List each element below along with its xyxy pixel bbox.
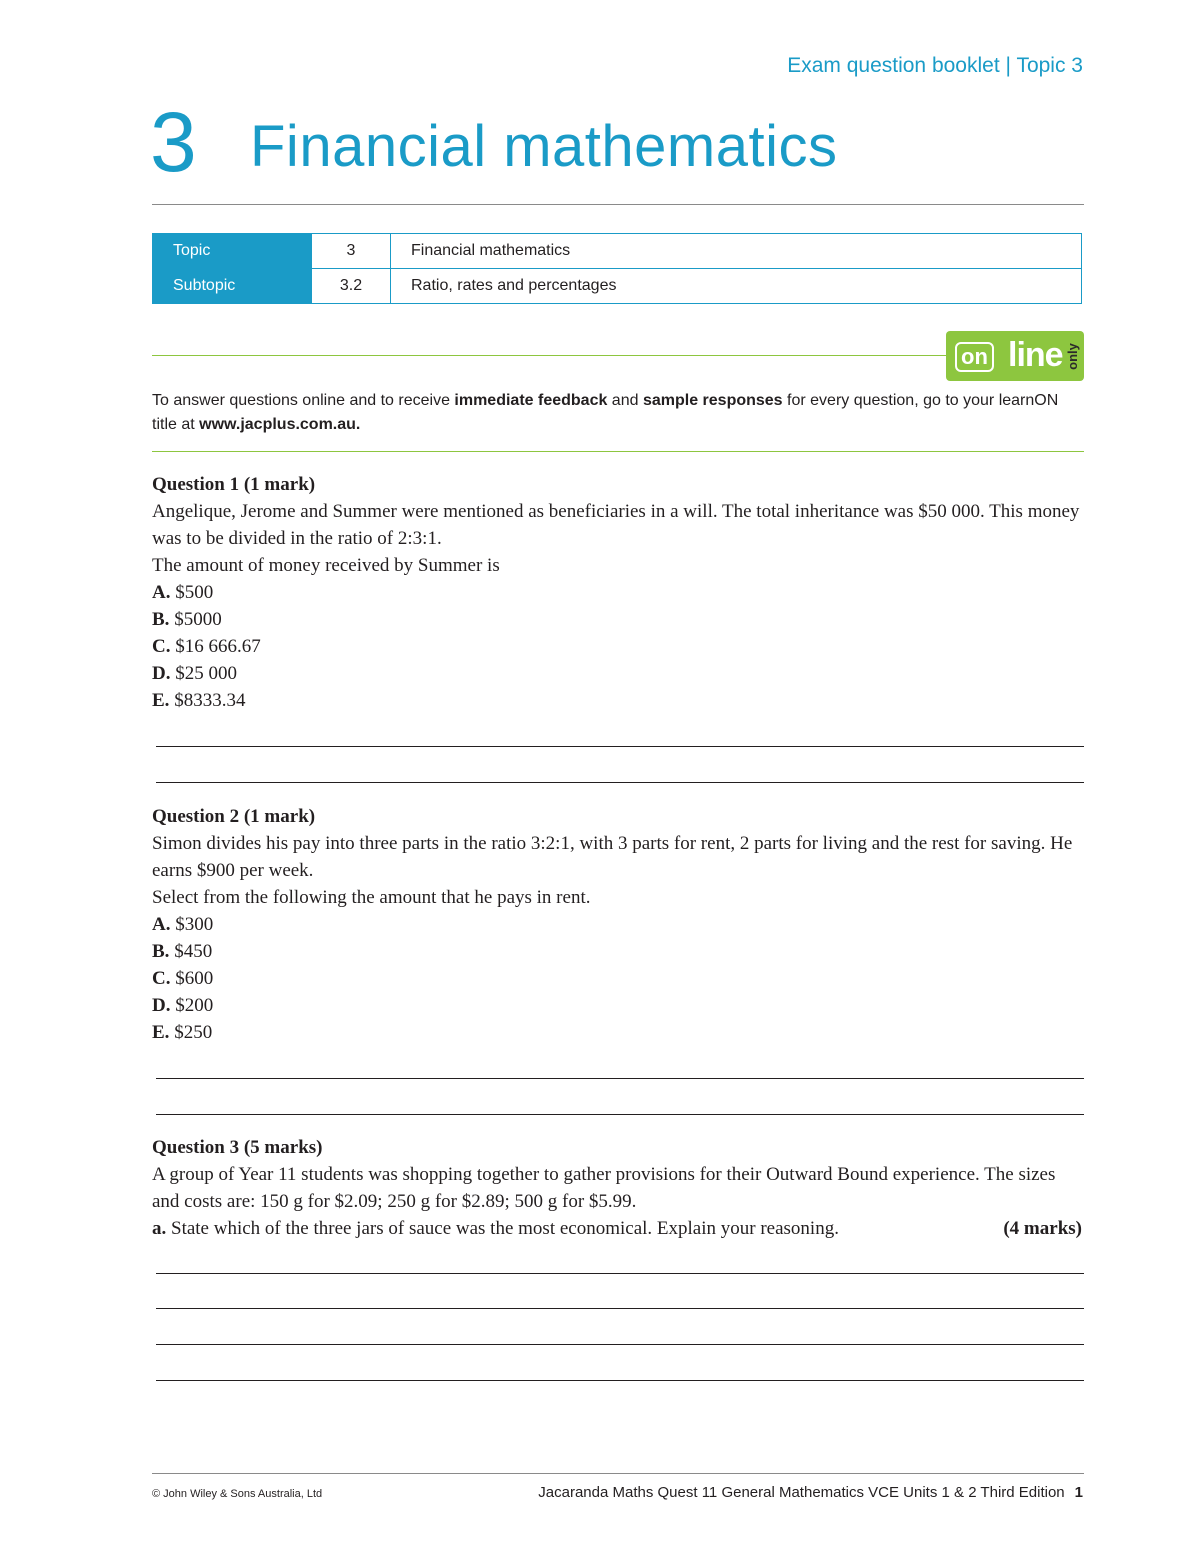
question-prompt: Select from the following the amount that he pays in rent. xyxy=(152,887,591,908)
question-title xyxy=(152,1137,1082,1159)
option-d[interactable]: D. $200 xyxy=(152,995,214,1016)
intro-text: To answer questions online and to receive xyxy=(152,392,455,409)
answer-line[interactable] xyxy=(156,746,1084,747)
chapter-number: 3 xyxy=(150,95,197,189)
question-1 xyxy=(152,474,1082,714)
footer-divider xyxy=(152,1473,1084,1474)
title-divider xyxy=(152,204,1084,205)
option-e[interactable]: E. $8333.34 xyxy=(152,690,246,711)
intro-divider xyxy=(152,451,1084,452)
part-a-letter: a. xyxy=(152,1218,167,1239)
footer-copyright: © John Wiley & Sons Australia, Ltd xyxy=(152,1488,323,1500)
intro-text: for every question, go to your learnON title at xyxy=(152,392,1059,433)
book-title: Jacaranda Maths Quest 11 General Mathematics VCE Units 1 & 2 Third Edition xyxy=(538,1484,1065,1501)
option-c[interactable]: C. $16 666.67 xyxy=(152,636,261,657)
answer-line[interactable] xyxy=(156,1308,1084,1309)
intro-paragraph xyxy=(152,389,1082,437)
option-e[interactable]: E. $250 xyxy=(152,1022,213,1043)
question-marks: (5 marks) xyxy=(243,1137,323,1158)
question-stem: Simon divides his pay into three parts in the ratio 3:2:1, with 3 parts for rent, 2 parts for living and the rest for saving. He earns $900 per week. xyxy=(152,833,1073,881)
part-a-marks: (4 marks) xyxy=(1003,1218,1082,1239)
online-divider xyxy=(152,355,948,356)
question-marks: (1 mark) xyxy=(243,474,316,495)
question-title xyxy=(152,474,1082,496)
option-b[interactable]: B. $5000 xyxy=(152,609,222,630)
topic-number-cell: 3 xyxy=(312,234,391,269)
intro-text: and xyxy=(607,392,643,409)
chapter-title: Financial mathematics xyxy=(250,114,838,179)
online-only-logo xyxy=(946,331,1084,381)
part-a xyxy=(152,1215,1082,1242)
table-row xyxy=(153,234,1082,269)
subtopic-name-cell: Ratio, rates and percentages xyxy=(391,269,1082,304)
online-logo-only: only xyxy=(1065,343,1081,370)
question-stem: A group of Year 11 students was shopping together to gather provisions for their Outward Bound experience. The sizes and costs are: 150 g for $2.09; 250 g for $2.89; 500 g for $5.99. xyxy=(152,1164,1056,1212)
question-number: Question 2 xyxy=(152,806,240,827)
option-b[interactable]: B. $450 xyxy=(152,941,213,962)
answer-line[interactable] xyxy=(156,1114,1084,1115)
part-a-text: State which of the three jars of sauce was the most economical. Explain your reasoning. xyxy=(171,1218,839,1239)
online-logo-on: on xyxy=(955,342,994,372)
question-title xyxy=(152,806,1082,828)
question-marks: (1 mark) xyxy=(243,806,316,827)
topic-label-cell: Topic xyxy=(153,234,312,269)
option-a[interactable]: A. $300 xyxy=(152,914,214,935)
jacplus-link[interactable]: www.jacplus.com.au. xyxy=(199,416,361,433)
topic-name-cell: Financial mathematics xyxy=(391,234,1082,269)
page-number: 1 xyxy=(1074,1484,1083,1501)
answer-line[interactable] xyxy=(156,1344,1084,1345)
intro-bold-feedback: immediate feedback xyxy=(454,392,608,409)
intro-bold-responses: sample responses xyxy=(642,392,783,409)
answer-line[interactable] xyxy=(156,1273,1084,1274)
question-number: Question 3 xyxy=(152,1137,240,1158)
question-stem: Angelique, Jerome and Summer were mentioned as beneficiaries in a will. The total inheritance was $50 000. This money was to be divided in the ratio of 2:3:1. xyxy=(152,501,1080,549)
booklet-header xyxy=(787,54,1083,78)
table-row xyxy=(153,269,1082,304)
subtopic-number-cell: 3.2 xyxy=(312,269,391,304)
answer-line[interactable] xyxy=(156,1078,1084,1079)
question-2 xyxy=(152,806,1082,1046)
answer-line[interactable] xyxy=(156,782,1084,783)
header-separator: | xyxy=(1005,54,1011,77)
question-number: Question 1 xyxy=(152,474,240,495)
option-a[interactable]: A. $500 xyxy=(152,582,214,603)
option-c[interactable]: C. $600 xyxy=(152,968,214,989)
question-3 xyxy=(152,1137,1082,1242)
topic-table xyxy=(152,233,1082,304)
option-d[interactable]: D. $25 000 xyxy=(152,663,237,684)
answer-line[interactable] xyxy=(156,1380,1084,1381)
footer-book-title xyxy=(538,1484,1083,1501)
online-logo-line: line xyxy=(1008,336,1063,374)
question-prompt: The amount of money received by Summer is xyxy=(152,555,500,576)
topic-label: Topic 3 xyxy=(1016,54,1083,77)
subtopic-label-cell: Subtopic xyxy=(153,269,312,304)
booklet-label: Exam question booklet xyxy=(787,54,1000,77)
